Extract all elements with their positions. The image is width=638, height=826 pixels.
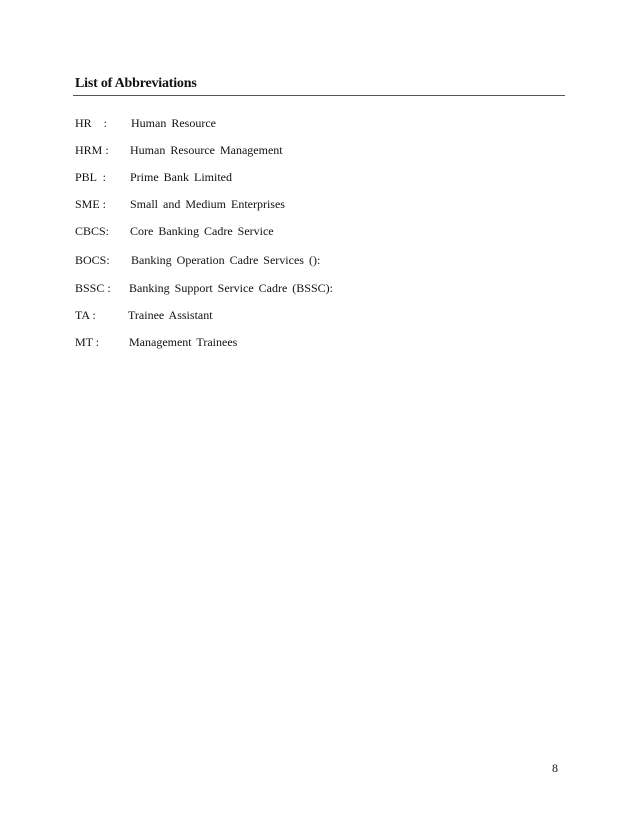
abbreviation-definition: Prime Bank Limited bbox=[130, 170, 232, 184]
heading-divider bbox=[73, 95, 565, 96]
abbreviation-definition: Small and Medium Enterprises bbox=[130, 197, 285, 211]
abbreviation-term: CBCS: bbox=[75, 224, 110, 238]
abbreviation-term: MT : bbox=[75, 335, 100, 349]
abbreviation-definition: Human Resource Management bbox=[130, 143, 283, 157]
page-title: List of Abbreviations bbox=[75, 76, 197, 91]
abbreviation-term: TA : bbox=[75, 308, 96, 322]
abbreviation-definition: Banking Operation Cadre Services (): bbox=[131, 253, 321, 267]
abbreviation-definition: Management Trainees bbox=[129, 335, 238, 349]
abbreviation-term: HR : bbox=[75, 116, 108, 130]
abbreviation-term: SME : bbox=[75, 197, 107, 211]
abbreviation-definition: Human Resource bbox=[131, 116, 216, 130]
abbreviation-definition: Core Banking Cadre Service bbox=[130, 224, 274, 238]
abbreviation-definition: Banking Support Service Cadre (BSSC): bbox=[129, 281, 333, 295]
abbreviation-term: HRM : bbox=[75, 143, 109, 157]
abbreviation-term: BSSC : bbox=[75, 281, 111, 295]
abbreviation-term: BOCS: bbox=[75, 253, 110, 267]
abbreviation-definition: Trainee Assistant bbox=[128, 308, 213, 322]
page-number: 8 bbox=[552, 761, 558, 775]
abbreviation-term: PBL : bbox=[75, 170, 106, 184]
